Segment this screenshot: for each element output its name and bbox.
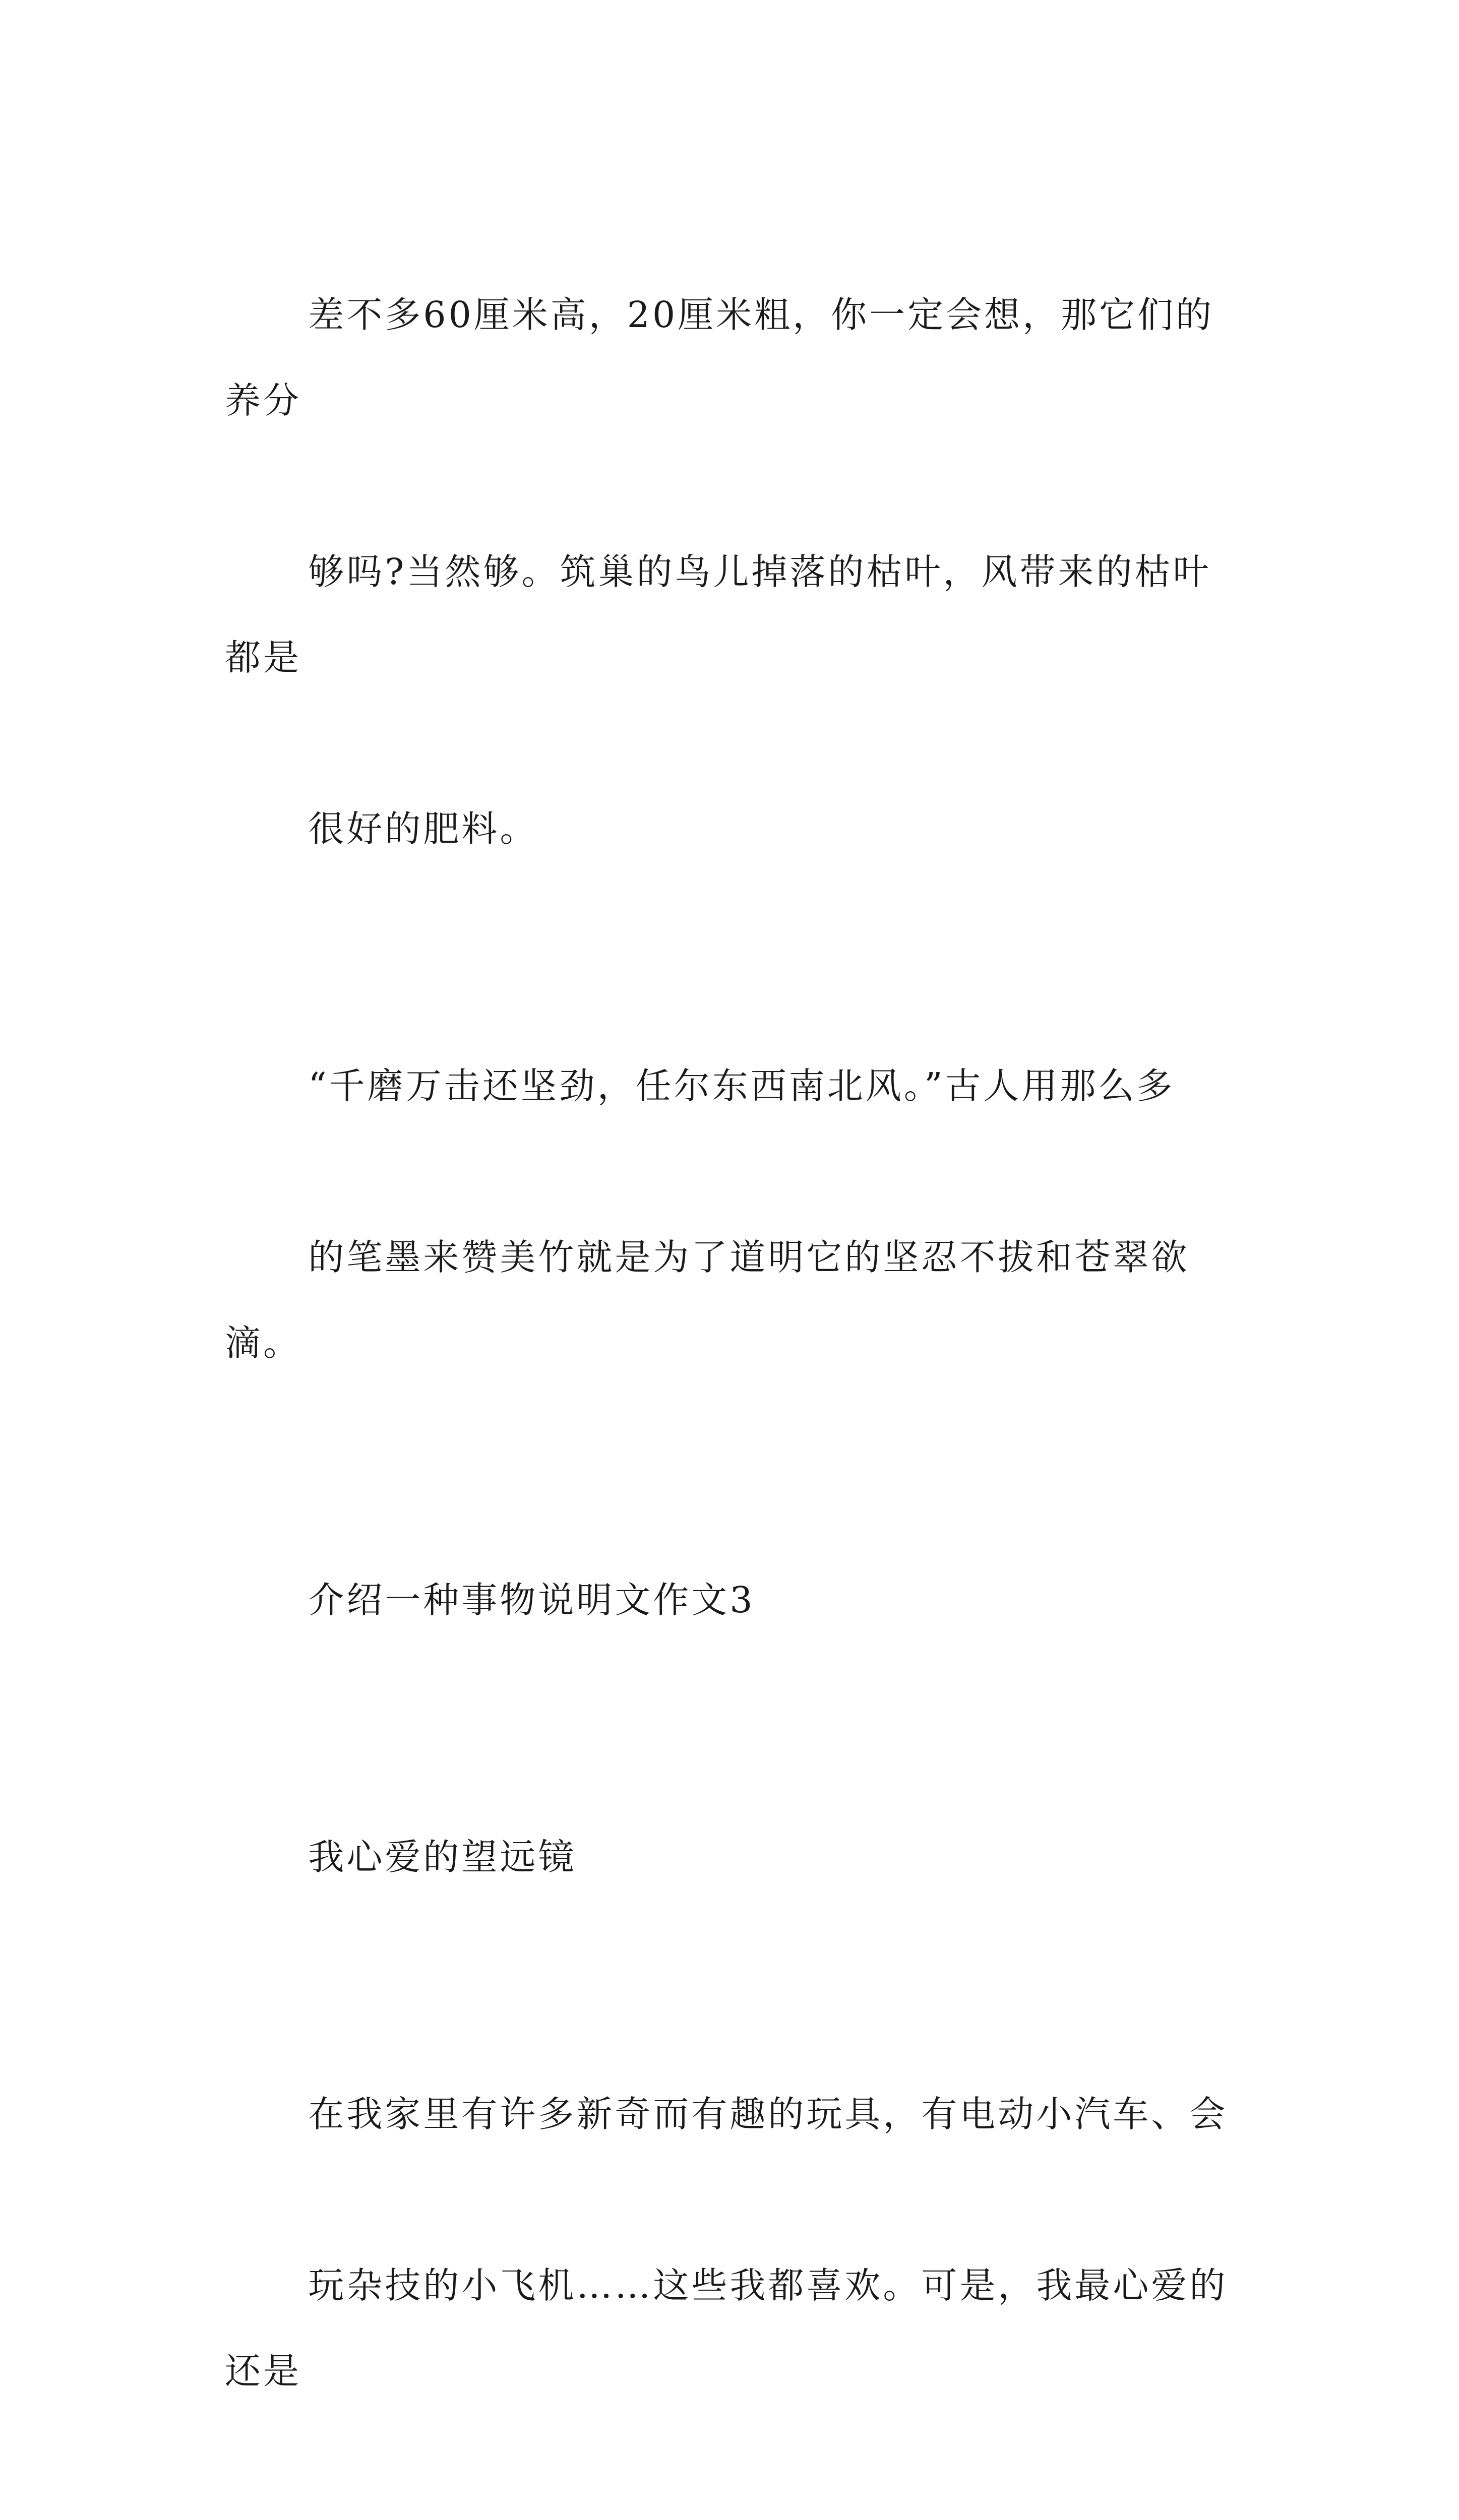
text-line: 在我家里有许多新奇而有趣的玩具，有电动小汽车、会	[308, 2093, 1228, 2135]
paragraph-1	[225, 186, 1243, 958]
text-line: “千磨万击还坚劲，任尔东西南北风。”古人用那么多	[308, 1065, 1175, 1107]
text-line: 差不多60厘米高，20厘米粗，你一定会想，那它们的养分	[225, 294, 1214, 421]
paragraph-2	[225, 958, 1243, 1472]
paragraph-3	[225, 1986, 1243, 2520]
text-line: 够吗?当然够。筑巢的鸟儿掉落的枯叶，风带来的枯叶都是	[225, 551, 1211, 678]
text-line: 的笔墨来赞美竹就是为了道明它的坚忍不拔和苍翠欲滴。	[225, 1236, 1190, 1364]
text-line: 很好的肥料。	[308, 808, 538, 850]
text-line: 我心爱的望远镜	[308, 1836, 577, 1878]
document-body	[225, 186, 1243, 2520]
essay-title	[225, 1729, 1243, 1986]
section-heading	[225, 1472, 1243, 1729]
text-line: 介绍一种事物说明文作文3	[308, 1579, 755, 1621]
text-line: 玩杂技的小飞机……这些我都喜欢。可是，我最心爱的还是	[225, 2264, 1228, 2392]
